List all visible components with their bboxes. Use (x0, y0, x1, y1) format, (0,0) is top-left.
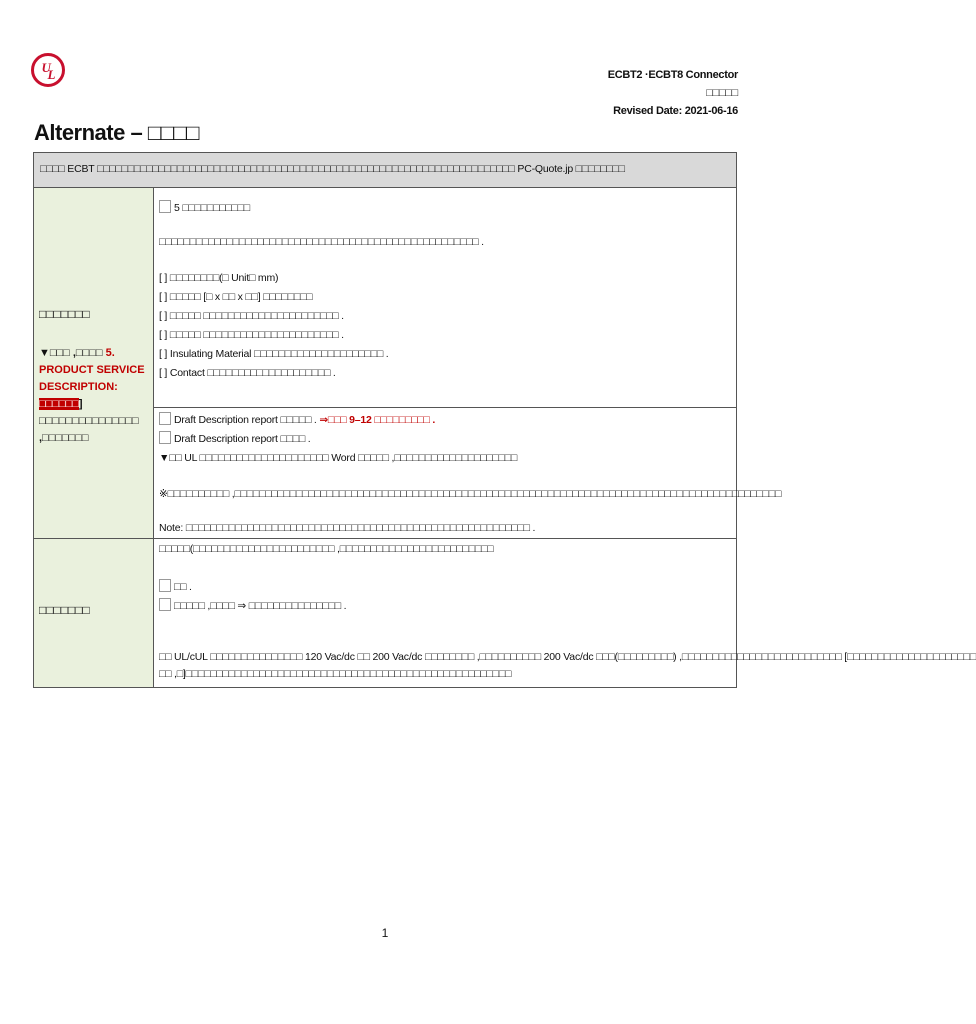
checklist-item-1: [ ] □□□□□□□□(□ Unit□ mm) (159, 272, 279, 284)
notice-bar: □□□□ ECBT □□□□□□□□□□□□□□□□□□□□□□□□□□□□□□□□□□□□□□□□□□□□□□□□□□□□□□□□□□□□□□□□□□□□ PC-Quote.jp □□□□□□□□ (34, 153, 736, 188)
section1-label-cell (34, 188, 154, 539)
checklist-item-5: [ ] Insulating Material □□□□□□□□□□□□□□□□□□□□□ . (159, 348, 389, 360)
product-line: ECBT2 ·ECBT8 Connector (607, 69, 738, 81)
revised-date: Revised Date: 2021-06-16 (613, 105, 738, 117)
page-number: 1 (381, 926, 389, 940)
checklist-item-6: [ ] Contact □□□□□□□□□□□□□□□□□□□□ . (159, 367, 336, 379)
checkbox-5-items[interactable] (159, 200, 171, 213)
section1-report-cell: Draft Description report □□□□□ . ⇒□□□ 9–12 □□□□□□□□□ . Draft Description report □□□□ . ▼□□ UL □□□□□□□□□□□□□□□□□□□□□ Word □□□□□ ,□□□□□□□□□□□□□□□□□□□□ ※□□□□□□□□□□ ,□□□□□□□□□□□□□□□□□□□□□□□□□□□□□□□□□□□□□□□□□□□□□□□□□□□□□□□□□□□□□□□□□□□□□□□□□□□□□□□□□□□□□□□□□ Note: □□□□□□□□□□□□□□□□□□□□□□□□□□□□□□□□□□□□□□□□□□□□□□□□□□□□□□□□ . (154, 408, 736, 539)
checkbox-draft-report-none[interactable] (159, 431, 171, 444)
checklist-item-2: [ ] □□□□□ [□ x □□ x □□] □□□□□□□□ (159, 291, 313, 303)
voltage-footnote-line1: □□ UL/cUL □□□□□□□□□□□□□□□ 120 Vac/dc □□ 200 Vac/dc □□□□□□□□ ,□□□□□□□□□□ 200 Vac/dc □□□(□□□□□□□□□) ,□□□□□□□□□□□□□□□□□□□□□□□□□□ [□□□□□□□□□□□□□□□□□□□□□ (159, 651, 976, 663)
ul-logo (30, 42, 66, 98)
remark-note: ※□□□□□□□□□□ ,□□□□□□□□□□□□□□□□□□□□□□□□□□□□□□□□□□□□□□□□□□□□□□□□□□□□□□□□□□□□□□□□□□□□□□□□□□□□□□□□□□□□□□□□□ (159, 488, 782, 500)
checklist-item-3: [ ] □□□□□ □□□□□□□□□□□□□□□□□□□□□□ . (159, 310, 344, 322)
word-file-note: ▼□□ UL □□□□□□□□□□□□□□□□□□□□□ Word □□□□□ ,□□□□□□□□□□□□□□□□□□□□ (159, 452, 518, 464)
section2-label: □□□□□□□ (39, 603, 90, 617)
form-table (33, 152, 976, 688)
section2-content-cell: □□□□□(□□□□□□□□□□□□□□□□□□□□□□□ ,□□□□□□□□□□□□□□□□□□□□□□□□□ □□ . □□□□□ ,□□□□ ⇒ □□□□□□□□□□□□□□□ . □□ UL/cUL □□□□□□□□□□□□□□□ 120 Vac/dc □□ 200 Vac/dc □□□□□□□□ ,□□□□□□□□□□ 200 Vac/dc □□□(□□□□□□□□□) ,□□□□□□□□□□□□□□□□□□□□□□□□□□ [□□□□□□□□□□□□□□□□□□□□□ □□ ,□]□□□□□□□□□□□□□□□□□□□□□□□□□□□□□□□□□□□□□□□□□□□□□□□□□□□□□ (159, 543, 976, 680)
section1-checklist-cell: 5 □□□□□□□□□□□ □□□□□□□□□□□□□□□□□□□□□□□□□□□□□□□□□□□□□□□□□□□□□□□□□□□□ . [ ] □□□□□□□□(□ Unit□ mm) [ ] □□□□□ [□ x □□ x □□] □□□□□□□□ [ ] □□□□□ □□□□□□□□□□□□□□□□□□□□□□ . [ ] □□□□□ □□□□□□□□□□□□□□□□□□□□□□ . [ ] Insulating Material □□□□□□□□□□□□□□□□□□□□□ . [ ] Contact □□□□□□□□□□□□□□□□□□□□ . (154, 188, 736, 408)
checklist-item-4: [ ] □□□□□ □□□□□□□□□□□□□□□□□□□□□□ . (159, 329, 344, 341)
note-line: Note: □□□□□□□□□□□□□□□□□□□□□□□□□□□□□□□□□□□□□□□□□□□□□□□□□□□□□□□□ . (159, 522, 536, 534)
section1-instruction: ▼□□□ ,□□□□ 5. PRODUCT SERVICE DESCRIPTION: □□□□□□] □□□□□□□□□□□□□□□ ,□□□□□□□ (39, 347, 145, 444)
product-description-ref: 5. PRODUCT SERVICE DESCRIPTION: (39, 347, 145, 393)
header-subtitle: □□□□□ (706, 87, 738, 99)
checkbox-section2-yes[interactable] (159, 579, 171, 592)
section2-label-cell (34, 539, 154, 687)
section1-label: □□□□□□□ (39, 307, 90, 321)
checklist-intro: □□□□□□□□□□□□□□□□□□□□□□□□□□□□□□□□□□□□□□□□□□□□□□□□□□□□ . (159, 236, 484, 248)
page-range-note: ⇒□□□ 9–12 □□□□□□□□□ . (319, 414, 436, 426)
voltage-footnote-line2: □□ ,□]□□□□□□□□□□□□□□□□□□□□□□□□□□□□□□□□□□□□□□□□□□□□□□□□□□□□□ (159, 668, 512, 680)
checkbox-section2-other[interactable] (159, 598, 171, 611)
document-header (608, 66, 738, 120)
checkbox-draft-report-submit[interactable] (159, 412, 171, 425)
highlighted-term: □□□□□□ (39, 398, 79, 410)
svg-text:L: L (47, 67, 56, 82)
svg-text:U: U (41, 60, 51, 75)
page-title: Alternate – □□□□ (34, 120, 199, 145)
section2-intro: □□□□□(□□□□□□□□□□□□□□□□□□□□□□□ ,□□□□□□□□□□□□□□□□□□□□□□□□□ (159, 543, 494, 555)
